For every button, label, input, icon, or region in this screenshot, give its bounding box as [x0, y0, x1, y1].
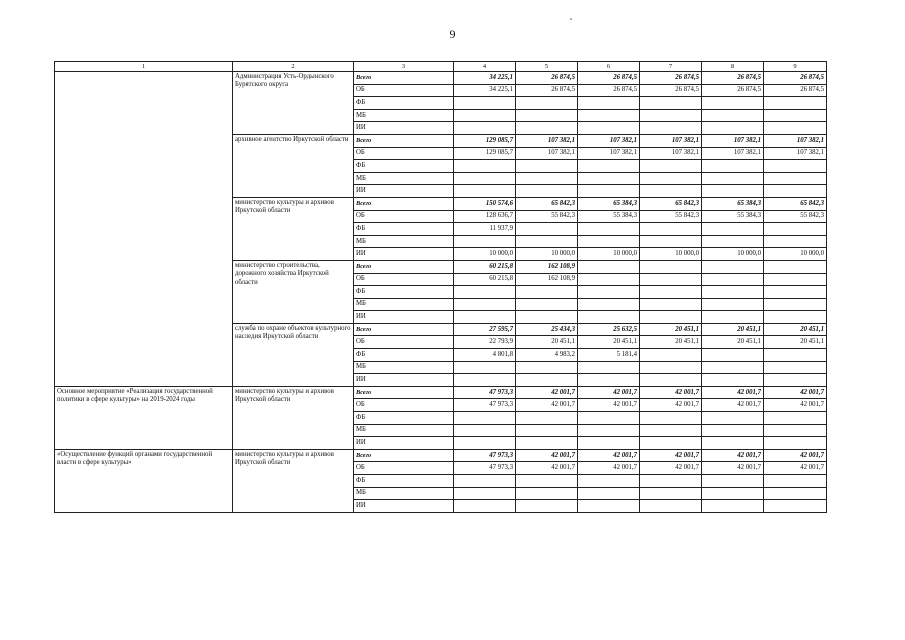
- source-cell: ИИ: [354, 437, 454, 450]
- value-cell: [578, 500, 640, 513]
- value-cell: 4 983,2: [516, 349, 578, 362]
- value-cell: 34 225,1: [454, 84, 516, 97]
- value-cell: [516, 361, 578, 374]
- value-cell: 42 001,7: [516, 399, 578, 412]
- value-cell: 42 001,7: [764, 449, 827, 462]
- source-cell: Всего: [354, 449, 454, 462]
- value-cell: [764, 109, 827, 122]
- value-cell: [764, 500, 827, 513]
- value-cell: 20 451,1: [640, 323, 702, 336]
- value-cell: 162 108,9: [516, 260, 578, 273]
- value-cell: [640, 273, 702, 286]
- value-cell: [640, 437, 702, 450]
- header-cell: 3: [354, 62, 454, 72]
- value-cell: [454, 172, 516, 185]
- value-cell: 55 842,3: [516, 210, 578, 223]
- table-row: [55, 386, 827, 399]
- value-cell: [578, 185, 640, 198]
- value-cell: 65 842,3: [640, 197, 702, 210]
- executor-cell: министерство культуры и архивов Иркутской области: [233, 197, 354, 260]
- value-cell: [764, 361, 827, 374]
- source-cell: Всего: [354, 260, 454, 273]
- value-cell: 42 001,7: [702, 449, 764, 462]
- source-cell: ОБ: [354, 462, 454, 475]
- value-cell: 47 973,3: [454, 386, 516, 399]
- value-cell: [640, 349, 702, 362]
- source-cell: ФБ: [354, 349, 454, 362]
- value-cell: 107 382,1: [516, 147, 578, 160]
- value-cell: 20 451,1: [702, 323, 764, 336]
- value-cell: [764, 235, 827, 248]
- value-cell: 10 000,0: [702, 248, 764, 261]
- value-cell: [764, 311, 827, 324]
- source-cell: ИИ: [354, 248, 454, 261]
- value-cell: [702, 235, 764, 248]
- value-cell: [702, 361, 764, 374]
- value-cell: [764, 412, 827, 425]
- value-cell: [454, 311, 516, 324]
- value-cell: [578, 260, 640, 273]
- value-cell: [578, 487, 640, 500]
- value-cell: [640, 374, 702, 387]
- value-cell: [578, 374, 640, 387]
- value-cell: [578, 109, 640, 122]
- source-cell: Всего: [354, 386, 454, 399]
- header-cell: 9: [764, 62, 827, 72]
- value-cell: 55 384,3: [702, 210, 764, 223]
- value-cell: 10 000,0: [578, 248, 640, 261]
- value-cell: [640, 286, 702, 299]
- value-cell: [764, 475, 827, 488]
- value-cell: [516, 487, 578, 500]
- value-cell: 42 001,7: [640, 386, 702, 399]
- value-cell: 107 382,1: [640, 134, 702, 147]
- source-cell: ОБ: [354, 147, 454, 160]
- value-cell: [764, 185, 827, 198]
- value-cell: [578, 235, 640, 248]
- value-cell: [516, 424, 578, 437]
- value-cell: 42 001,7: [578, 449, 640, 462]
- value-cell: [578, 172, 640, 185]
- source-cell: МБ: [354, 109, 454, 122]
- value-cell: [454, 487, 516, 500]
- value-cell: [578, 298, 640, 311]
- value-cell: 65 842,3: [516, 197, 578, 210]
- value-cell: [454, 185, 516, 198]
- executor-cell: министерство культуры и архивов Иркутской области: [233, 386, 354, 449]
- value-cell: [702, 273, 764, 286]
- value-cell: 10 000,0: [516, 248, 578, 261]
- value-cell: [702, 223, 764, 236]
- value-cell: [640, 185, 702, 198]
- source-cell: ФБ: [354, 286, 454, 299]
- value-cell: 47 973,3: [454, 449, 516, 462]
- value-cell: [516, 286, 578, 299]
- value-cell: [516, 475, 578, 488]
- value-cell: [764, 223, 827, 236]
- value-cell: [578, 437, 640, 450]
- table-row: [55, 72, 827, 85]
- value-cell: [764, 122, 827, 135]
- page-number: 9: [449, 27, 456, 41]
- value-cell: [640, 160, 702, 173]
- value-cell: 107 382,1: [764, 147, 827, 160]
- value-cell: [640, 487, 702, 500]
- value-cell: 26 874,5: [764, 84, 827, 97]
- value-cell: [640, 172, 702, 185]
- value-cell: 55 384,3: [578, 210, 640, 223]
- value-cell: 107 382,1: [702, 134, 764, 147]
- value-cell: [640, 109, 702, 122]
- table-row: [55, 449, 827, 462]
- value-cell: 42 001,7: [578, 462, 640, 475]
- value-cell: [702, 109, 764, 122]
- source-cell: ФБ: [354, 223, 454, 236]
- source-cell: МБ: [354, 235, 454, 248]
- value-cell: 20 451,1: [578, 336, 640, 349]
- scan-speck: [570, 18, 572, 20]
- value-cell: [764, 172, 827, 185]
- value-cell: 107 382,1: [764, 134, 827, 147]
- value-cell: [454, 298, 516, 311]
- value-cell: 55 842,3: [764, 210, 827, 223]
- header-cell: 5: [516, 62, 578, 72]
- value-cell: [640, 235, 702, 248]
- section-title-cell: Основное мероприятие «Реализация государственной политики в сфере культуры» на 2019-2024 годы: [55, 386, 233, 449]
- header-cell: 8: [702, 62, 764, 72]
- source-cell: Всего: [354, 197, 454, 210]
- header-cell: 2: [233, 62, 354, 72]
- value-cell: [764, 160, 827, 173]
- value-cell: 107 382,1: [578, 147, 640, 160]
- value-cell: [702, 374, 764, 387]
- value-cell: [454, 286, 516, 299]
- value-cell: 42 001,7: [702, 462, 764, 475]
- value-cell: [640, 260, 702, 273]
- value-cell: 10 000,0: [764, 248, 827, 261]
- value-cell: 42 001,7: [702, 386, 764, 399]
- value-cell: 107 382,1: [578, 134, 640, 147]
- executor-cell: министерство строительства, дорожного хозяйства Иркутской области: [233, 260, 354, 323]
- value-cell: 55 842,3: [640, 210, 702, 223]
- value-cell: [516, 374, 578, 387]
- value-cell: [702, 424, 764, 437]
- value-cell: 20 451,1: [764, 336, 827, 349]
- value-cell: 26 874,5: [702, 72, 764, 85]
- value-cell: [516, 172, 578, 185]
- value-cell: 107 382,1: [640, 147, 702, 160]
- value-cell: [764, 349, 827, 362]
- source-cell: МБ: [354, 172, 454, 185]
- value-cell: 20 451,1: [764, 323, 827, 336]
- value-cell: 128 636,7: [454, 210, 516, 223]
- value-cell: 60 215,8: [454, 273, 516, 286]
- executor-cell: служба по охране объектов культурного наследия Иркутской области: [233, 323, 354, 386]
- value-cell: [516, 235, 578, 248]
- executor-cell: министерство культуры и архивов Иркутской области: [233, 449, 354, 512]
- source-cell: ОБ: [354, 84, 454, 97]
- table-body: [55, 62, 827, 513]
- value-cell: [702, 298, 764, 311]
- value-cell: 129 085,7: [454, 134, 516, 147]
- value-cell: [702, 286, 764, 299]
- source-cell: ОБ: [354, 336, 454, 349]
- value-cell: 20 451,1: [702, 336, 764, 349]
- value-cell: 42 001,7: [516, 386, 578, 399]
- budget-table: [54, 61, 827, 513]
- value-cell: [640, 97, 702, 110]
- value-cell: [516, 437, 578, 450]
- value-cell: [578, 424, 640, 437]
- value-cell: 65 384,3: [702, 197, 764, 210]
- value-cell: [578, 286, 640, 299]
- value-cell: 42 001,7: [764, 386, 827, 399]
- header-cell: 1: [55, 62, 233, 72]
- source-cell: ИИ: [354, 311, 454, 324]
- value-cell: [578, 273, 640, 286]
- value-cell: [516, 223, 578, 236]
- value-cell: [702, 97, 764, 110]
- source-cell: ОБ: [354, 273, 454, 286]
- value-cell: [516, 500, 578, 513]
- value-cell: [578, 223, 640, 236]
- value-cell: [640, 122, 702, 135]
- source-cell: ФБ: [354, 160, 454, 173]
- value-cell: 60 215,8: [454, 260, 516, 273]
- value-cell: [578, 412, 640, 425]
- value-cell: 162 108,9: [516, 273, 578, 286]
- header-cell: 7: [640, 62, 702, 72]
- value-cell: [516, 122, 578, 135]
- value-cell: 42 001,7: [640, 462, 702, 475]
- section-title-cell: [55, 72, 233, 387]
- value-cell: [764, 286, 827, 299]
- value-cell: [702, 437, 764, 450]
- source-cell: Всего: [354, 72, 454, 85]
- header-cell: 6: [578, 62, 640, 72]
- value-cell: [702, 500, 764, 513]
- value-cell: [578, 160, 640, 173]
- value-cell: [516, 160, 578, 173]
- value-cell: 47 973,3: [454, 399, 516, 412]
- value-cell: [454, 361, 516, 374]
- value-cell: [454, 437, 516, 450]
- value-cell: 150 574,6: [454, 197, 516, 210]
- source-cell: МБ: [354, 361, 454, 374]
- value-cell: 26 874,5: [764, 72, 827, 85]
- source-cell: ОБ: [354, 210, 454, 223]
- value-cell: 42 001,7: [640, 449, 702, 462]
- value-cell: 25 434,3: [516, 323, 578, 336]
- source-cell: Всего: [354, 323, 454, 336]
- value-cell: [454, 374, 516, 387]
- value-cell: [764, 298, 827, 311]
- value-cell: [764, 424, 827, 437]
- value-cell: 27 595,7: [454, 323, 516, 336]
- value-cell: [702, 475, 764, 488]
- value-cell: [702, 412, 764, 425]
- value-cell: 22 793,9: [454, 336, 516, 349]
- value-cell: [454, 109, 516, 122]
- value-cell: [764, 273, 827, 286]
- executor-cell: архивное агентство Иркутской области: [233, 134, 354, 197]
- value-cell: 65 384,3: [578, 197, 640, 210]
- value-cell: [454, 160, 516, 173]
- value-cell: [764, 437, 827, 450]
- value-cell: 47 973,3: [454, 462, 516, 475]
- source-cell: ФБ: [354, 97, 454, 110]
- value-cell: 42 001,7: [640, 399, 702, 412]
- source-cell: ФБ: [354, 412, 454, 425]
- value-cell: [640, 424, 702, 437]
- value-cell: [454, 424, 516, 437]
- value-cell: [454, 97, 516, 110]
- value-cell: [640, 311, 702, 324]
- value-cell: 11 937,9: [454, 223, 516, 236]
- value-cell: [578, 361, 640, 374]
- value-cell: 20 451,1: [516, 336, 578, 349]
- value-cell: 26 874,5: [578, 72, 640, 85]
- value-cell: [764, 260, 827, 273]
- value-cell: [640, 475, 702, 488]
- value-cell: 42 001,7: [578, 399, 640, 412]
- value-cell: [578, 122, 640, 135]
- value-cell: 4 801,8: [454, 349, 516, 362]
- value-cell: [640, 412, 702, 425]
- value-cell: 107 382,1: [702, 147, 764, 160]
- value-cell: [764, 97, 827, 110]
- source-cell: ОБ: [354, 399, 454, 412]
- value-cell: [516, 298, 578, 311]
- source-cell: ИИ: [354, 374, 454, 387]
- source-cell: ФБ: [354, 475, 454, 488]
- value-cell: 129 085,7: [454, 147, 516, 160]
- value-cell: 26 874,5: [516, 72, 578, 85]
- value-cell: [454, 500, 516, 513]
- value-cell: [640, 298, 702, 311]
- value-cell: 65 842,3: [764, 197, 827, 210]
- value-cell: [454, 412, 516, 425]
- value-cell: [702, 122, 764, 135]
- value-cell: 42 001,7: [516, 462, 578, 475]
- value-cell: [702, 311, 764, 324]
- value-cell: [702, 487, 764, 500]
- value-cell: [640, 500, 702, 513]
- source-cell: Всего: [354, 134, 454, 147]
- value-cell: 26 874,5: [640, 72, 702, 85]
- value-cell: 5 181,4: [578, 349, 640, 362]
- value-cell: [764, 374, 827, 387]
- source-cell: МБ: [354, 298, 454, 311]
- header-cell: 4: [454, 62, 516, 72]
- value-cell: 42 001,7: [578, 386, 640, 399]
- source-cell: МБ: [354, 487, 454, 500]
- source-cell: ИИ: [354, 185, 454, 198]
- value-cell: [702, 260, 764, 273]
- value-cell: 20 451,1: [640, 336, 702, 349]
- value-cell: [702, 172, 764, 185]
- value-cell: 10 000,0: [640, 248, 702, 261]
- source-cell: МБ: [354, 424, 454, 437]
- value-cell: 34 225,1: [454, 72, 516, 85]
- header-row: [55, 62, 827, 72]
- value-cell: [578, 475, 640, 488]
- value-cell: [516, 97, 578, 110]
- value-cell: [702, 349, 764, 362]
- value-cell: [702, 185, 764, 198]
- value-cell: 107 382,1: [516, 134, 578, 147]
- value-cell: [640, 361, 702, 374]
- value-cell: [702, 160, 764, 173]
- value-cell: 25 632,5: [578, 323, 640, 336]
- value-cell: 42 001,7: [764, 462, 827, 475]
- value-cell: [516, 412, 578, 425]
- value-cell: [578, 97, 640, 110]
- value-cell: 10 000,0: [454, 248, 516, 261]
- value-cell: [454, 122, 516, 135]
- value-cell: [516, 109, 578, 122]
- section-title-cell: «Осуществление функций органами государственной власти в сфере культуры»: [55, 449, 233, 512]
- value-cell: 26 874,5: [640, 84, 702, 97]
- value-cell: [578, 311, 640, 324]
- value-cell: [516, 311, 578, 324]
- value-cell: [640, 223, 702, 236]
- source-cell: ИИ: [354, 122, 454, 135]
- value-cell: [764, 487, 827, 500]
- value-cell: [454, 475, 516, 488]
- value-cell: [454, 235, 516, 248]
- value-cell: [516, 185, 578, 198]
- executor-cell: Администрация Усть-Ордынского Бурятского округа: [233, 72, 354, 135]
- value-cell: 26 874,5: [702, 84, 764, 97]
- value-cell: 26 874,5: [516, 84, 578, 97]
- value-cell: 26 874,5: [578, 84, 640, 97]
- value-cell: 42 001,7: [764, 399, 827, 412]
- source-cell: ИИ: [354, 500, 454, 513]
- value-cell: 42 001,7: [516, 449, 578, 462]
- value-cell: 42 001,7: [702, 399, 764, 412]
